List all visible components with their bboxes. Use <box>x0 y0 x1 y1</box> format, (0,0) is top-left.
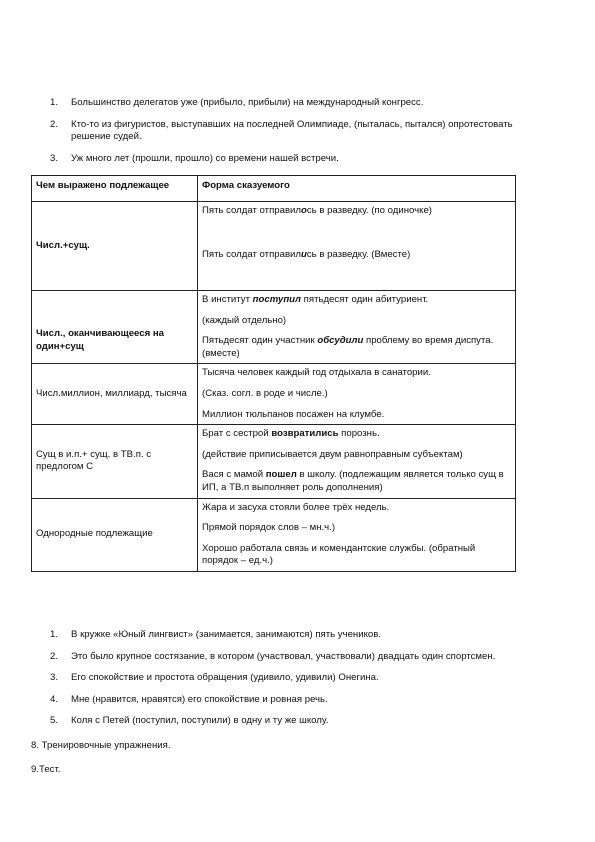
table-cell-subject: Однородные подлежащие <box>32 498 198 571</box>
table-cell-subject: Числ.+сущ. <box>32 202 198 291</box>
list-number: 2. <box>50 650 59 662</box>
list-text: Уж много лет (прошли, прошло) со времени нашей встречи. <box>71 152 339 164</box>
list-item <box>50 97 520 110</box>
exercise-list-bottom <box>50 629 550 737</box>
list-item <box>50 153 520 166</box>
list-item <box>50 119 520 144</box>
table-header-subject: Чем выражено подлежащее <box>32 176 198 202</box>
list-number: 4. <box>50 693 59 705</box>
example-sentence: Хорошо работала связь и комендантские службы. (обратный порядок – ед.ч.) <box>202 542 476 567</box>
table-row <box>32 202 516 291</box>
table-cell-predicate <box>198 425 516 498</box>
example-note: (Сказ. согл. в роде и числе.) <box>202 387 328 399</box>
example-sentence: Пять солдат отправились в разведку. (Вместе) <box>202 248 411 260</box>
list-text: Большинство делегатов уже (прибыло, прибыли) на международный конгресс. <box>71 97 424 108</box>
list-text: Это было крупное состязание, в котором (участвовал, участвовали) двадцать один спортсмен. <box>71 650 496 662</box>
example-note: (каждый отдельно) <box>202 314 287 326</box>
example-sentence: В институт поступил пятьдесят один абитуриент. <box>202 294 429 305</box>
table-cell-predicate <box>198 291 516 364</box>
section-heading-test: 9.Тест. <box>31 764 61 775</box>
table-cell-subject: Числ., оканчивающееся на один+сущ <box>32 291 198 364</box>
table-cell-subject: Сущ в и.п.+ сущ. в ТВ.п. с предлогом С <box>32 425 198 498</box>
example-sentence: Тысяча человек каждый год отдыхала в санатории. <box>202 367 431 379</box>
table-row <box>32 498 516 571</box>
table-header-predicate: Форма сказуемого <box>198 176 516 202</box>
agreement-table <box>31 175 516 572</box>
example-note: (действие приписывается двум равноправным субъектам) <box>202 448 463 460</box>
list-text: Кто-то из фигуристов, выступавших на последней Олимпиаде, (пыталась, пытался) опротестовать решение судей. <box>71 118 513 143</box>
list-number: 3. <box>50 152 59 164</box>
list-number: 2. <box>50 118 59 130</box>
exercise-list-top <box>50 97 520 174</box>
list-text: Мне (нравится, нравятся) его спокойствие и ровная речь. <box>71 693 328 705</box>
list-text: В кружке «Юный лингвист» (занимается, занимаются) пять учеников. <box>71 629 381 640</box>
example-sentence: Пятьдесят один участник обсудили проблему во время диспута. (вместе) <box>202 335 494 359</box>
table-cell-predicate <box>198 364 516 425</box>
list-item <box>50 694 550 707</box>
table-cell-predicate <box>198 202 516 291</box>
example-sentence: Жара и засуха стояли более трёх недель. <box>202 501 390 513</box>
table-cell-subject: Числ.миллион, миллиард, тысяча <box>32 364 198 425</box>
list-item <box>50 715 550 728</box>
list-item <box>50 629 550 642</box>
list-number: 5. <box>50 715 59 727</box>
example-sentence: Брат с сестрой возвратились порознь. <box>202 428 380 440</box>
list-item <box>50 672 550 685</box>
example-sentence: Вася с мамой пошел в школу. (подлежащим является только сущ в ИП, а ТВ.п выполняет роль дополнения) <box>202 469 504 493</box>
list-item <box>50 651 550 664</box>
table-cell-predicate <box>198 498 516 571</box>
example-sentence: Пять солдат отправилось в разведку. (по одиночке) <box>202 205 432 216</box>
example-note: Прямой порядок слов – мн.ч.) <box>202 522 336 534</box>
table-row <box>32 425 516 498</box>
example-sentence: Миллион тюльпанов посажен на клумбе. <box>202 408 385 420</box>
list-number: 1. <box>50 629 59 640</box>
table-row <box>32 364 516 425</box>
list-number: 3. <box>50 672 59 684</box>
list-text: Коля с Петей (поступил, поступили) в одну и ту же школу. <box>71 715 329 727</box>
table-row <box>32 291 516 364</box>
list-text: Его спокойствие и простота обращения (удивило, удивили) Онегина. <box>71 672 379 684</box>
table-header-row <box>32 176 516 202</box>
list-number: 1. <box>50 97 59 108</box>
section-heading-training: 8. Тренировочные упражнения. <box>31 740 171 751</box>
